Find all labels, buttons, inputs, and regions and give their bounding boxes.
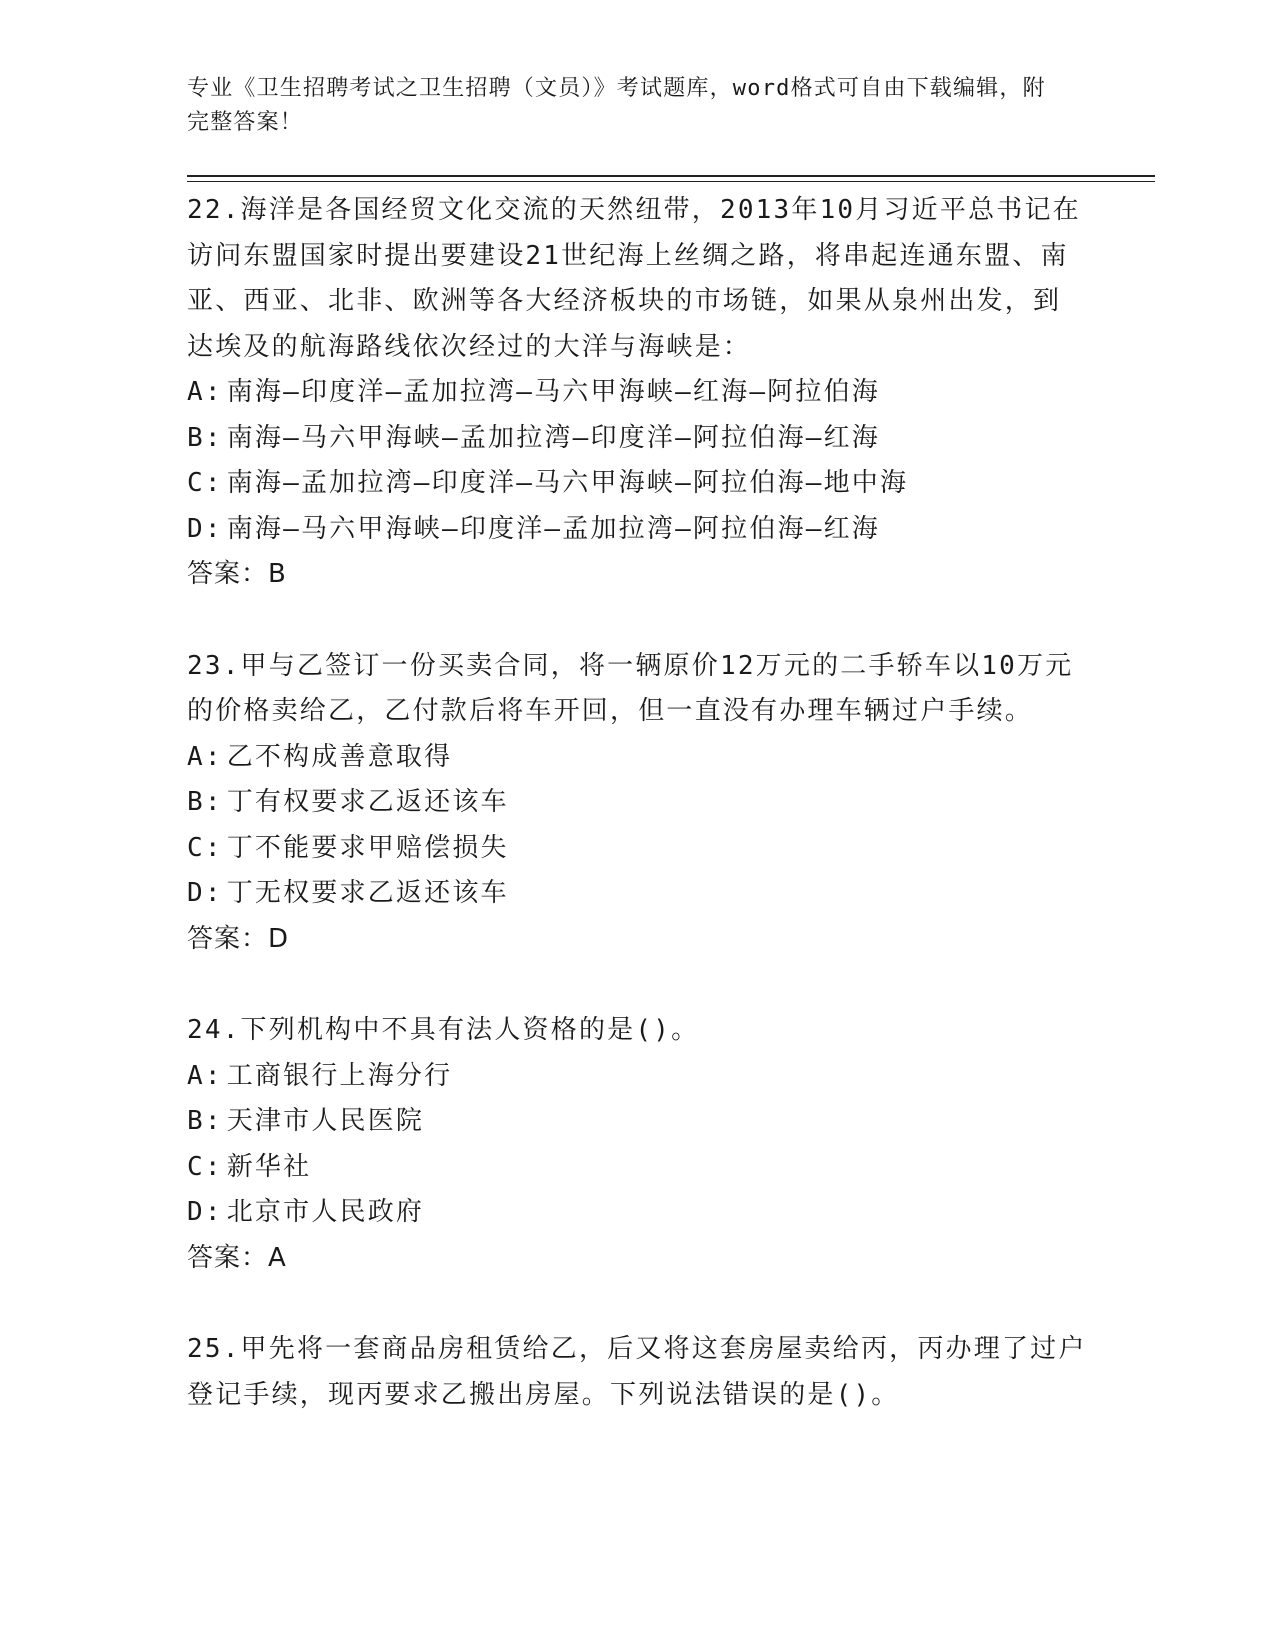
option-letter: A: (187, 741, 223, 772)
option-a (187, 1054, 1087, 1100)
question-22 (187, 188, 1087, 598)
option-c (187, 1145, 1087, 1191)
answer-line: 答案：B (187, 559, 287, 589)
question-25 (187, 1327, 1087, 1418)
answer-line: 答案：D (187, 923, 290, 954)
option-d (187, 507, 1087, 553)
option-text: 南海—马六甲海峡—孟加拉湾—印度洋—阿拉伯海—红海 (226, 422, 880, 453)
option-letter: A: (187, 377, 223, 407)
option-d (187, 871, 1087, 917)
document-header: 专业《卫生招聘考试之卫生招聘（文员）》考试题库，word格式可自由下载编辑，附完整答案！ (187, 76, 1046, 135)
option-letter: D: (187, 1197, 223, 1227)
option-letter: D: (187, 878, 223, 908)
option-letter: C: (187, 1151, 223, 1182)
option-b (187, 780, 1087, 826)
question-list (187, 188, 1087, 1464)
question-text: 22.海洋是各国经贸文化交流的天然纽带，2013年10月习近平总书记在访问东盟国家时提出要建设21世纪海上丝绸之路，将串起连通东盟、南亚、西亚、北非、欧洲等各大经济板块的市场链，如果从泉州出发，到达埃及的航海路线依次经过的大洋与海峡是： (187, 195, 1081, 362)
answer-line: 答案：A (187, 1242, 287, 1273)
header-divider-thin (187, 181, 1155, 182)
option-a (187, 370, 1087, 416)
option-letter: C: (187, 832, 223, 863)
option-c (187, 461, 1087, 507)
option-a (187, 735, 1087, 781)
option-text: 南海—马六甲海峡—印度洋—孟加拉湾—阿拉伯海—红海 (226, 513, 880, 544)
option-text: 南海—孟加拉湾—印度洋—马六甲海峡—阿拉伯海—地中海 (226, 468, 909, 498)
option-text: 南海—印度洋—孟加拉湾—马六甲海峡—红海—阿拉伯海 (226, 377, 880, 407)
question-text: 23.甲与乙签订一份买卖合同，将一辆原价12万元的二手轿车以10万元的价格卖给乙，乙付款后将车开回，但一直没有办理车辆过户手续。 (187, 650, 1074, 726)
question-24 (187, 1008, 1087, 1281)
option-text: 天津市人民医院 (226, 1106, 425, 1136)
option-letter: B: (187, 787, 223, 817)
option-text: 丁有权要求乙返还该车 (226, 787, 509, 817)
option-letter: C: (187, 468, 223, 498)
question-text: 24.下列机构中不具有法人资格的是()。 (187, 1015, 700, 1045)
option-b (187, 416, 1087, 462)
option-b (187, 1099, 1087, 1145)
option-text: 工商银行上海分行 (226, 1060, 453, 1091)
option-c (187, 826, 1087, 872)
option-text: 乙不构成善意取得 (226, 741, 453, 772)
option-letter: A: (187, 1060, 223, 1091)
option-d (187, 1190, 1087, 1236)
option-letter: B: (187, 422, 223, 453)
option-text: 丁不能要求甲赔偿损失 (226, 832, 509, 863)
question-23 (187, 644, 1087, 963)
option-text: 新华社 (226, 1151, 312, 1182)
option-text: 丁无权要求乙返还该车 (226, 878, 509, 908)
option-letter: B: (187, 1106, 223, 1136)
option-text: 北京市人民政府 (226, 1197, 425, 1227)
option-letter: D: (187, 513, 223, 544)
question-text: 25.甲先将一套商品房租赁给乙，后又将这套房屋卖给丙，丙办理了过户登记手续，现丙要求乙搬出房屋。下列说法错误的是()。 (187, 1334, 1087, 1410)
header-divider-thick (187, 175, 1155, 177)
